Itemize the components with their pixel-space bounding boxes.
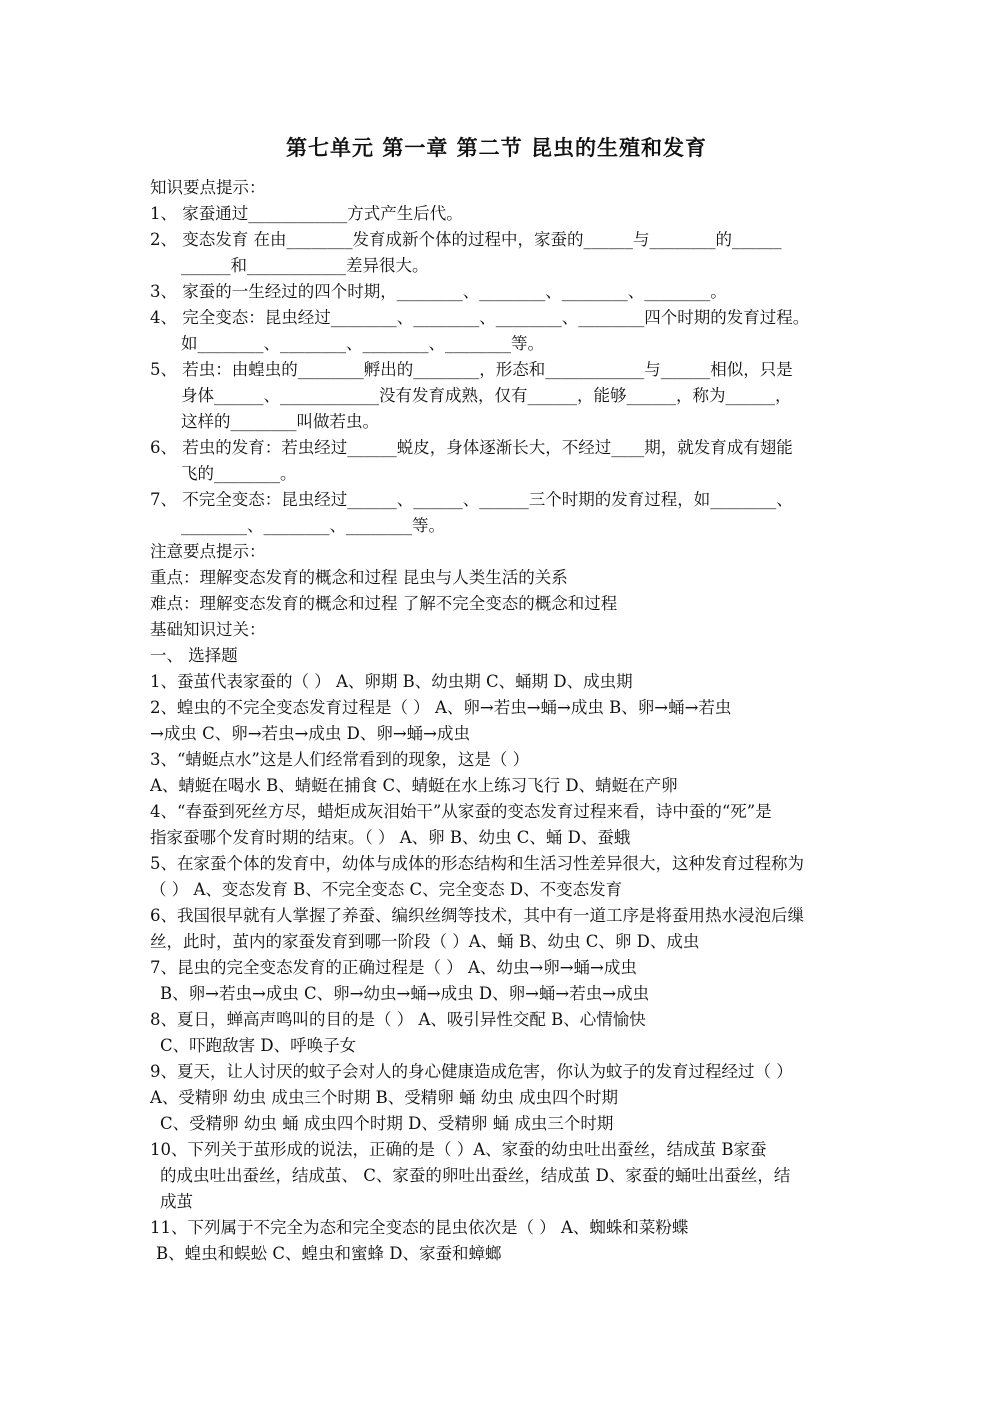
question-9-options-cd: C、受精卵 幼虫 蛹 成虫四个时期 D、受精卵 蛹 成虫三个时期 — [160, 1114, 614, 1133]
knowledge-item-6-cont: 飞的________。 — [181, 464, 297, 483]
question-3: 3、“蜻蜓点水”这是人们经常看到的现象，这是（ ） — [150, 750, 530, 769]
question-10-cont-2: 成茧 — [160, 1192, 193, 1211]
question-6-cont: 丝，此时，茧内的家蚕发育到哪一阶段（ ）A、蛹 B、幼虫 C、卵 D、成虫 — [150, 932, 700, 951]
knowledge-item-3: 3、 家蚕的一生经过的四个时期，________、________、________、________。 — [150, 282, 727, 301]
knowledge-item-4: 4、 完全变态：昆虫经过________、________、________、________四个时期的发育过程。 — [150, 308, 810, 327]
section-basics-heading: 基础知识过关： — [150, 620, 266, 639]
question-9: 9、夏天，让人讨厌的蚊子会对人的身心健康造成危害，你认为蚊子的发育过程经过（ ） — [150, 1062, 793, 1081]
page-title: 第七单元 第一章 第二节 昆虫的生殖和发育 — [286, 135, 707, 160]
question-2: 2、蝗虫的不完全变态发育过程是（ ） A、卵→若虫→蛹→成虫 B、卵→蛹→若虫 — [150, 698, 732, 717]
knowledge-item-5-cont-1: 身体______、____________没有发育成熟，仅有______，能够______，称为______， — [181, 386, 792, 405]
section-choice-heading: 一、 选择题 — [150, 646, 238, 665]
question-4-cont: 指家蚕哪个发育时期的结束。（ ） A、卵 B、幼虫 C、蛹 D、蚕蛾 — [150, 828, 631, 847]
notes-difficult-point: 难点：理解变态发育的概念和过程 了解不完全变态的概念和过程 — [150, 594, 618, 613]
question-5-cont: （ ） A、变态发育 B、不完全变态 C、完全变态 D、不变态发育 — [150, 880, 623, 899]
question-11: 11、下列属于不完全为态和完全变态的昆虫依次是（ ） A、蜘蛛和菜粉蝶 — [150, 1218, 689, 1237]
knowledge-item-7: 7、 不完全变态：昆虫经过______、______、______三个时期的发育过程，如________、 — [150, 490, 793, 509]
question-7-options: B、卵→若虫→成虫 C、卵→幼虫→蛹→成虫 D、卵→蛹→若虫→成虫 — [160, 984, 650, 1003]
question-6: 6、我国很早就有人掌握了养蚕、编织丝绸等技术，其中有一道工序是将蚕用热水浸泡后缫 — [150, 906, 804, 925]
knowledge-item-5-cont-2: 这样的________叫做若虫。 — [181, 412, 379, 431]
knowledge-item-2: 2、 变态发育 在由________发育成新个体的过程中，家蚕的______与________的______ — [150, 230, 782, 249]
question-3-options: A、蜻蜓在喝水 B、蜻蜓在捕食 C、蜻蜓在水上练习飞行 D、蜻蜓在产卵 — [150, 776, 678, 795]
question-9-options-ab: A、受精卵 幼虫 成虫三个时期 B、受精卵 蛹 幼虫 成虫四个时期 — [150, 1088, 619, 1107]
question-8-options: C、吓跑敌害 D、呼唤子女 — [160, 1036, 357, 1055]
question-5: 5、在家蚕个体的发育中，幼体与成体的形态结构和生活习性差异很大，这种发育过程称为 — [150, 854, 804, 873]
question-1: 1、蚕茧代表家蚕的（ ） A、卵期 B、幼虫期 C、蛹期 D、成虫期 — [150, 672, 633, 691]
question-7: 7、昆虫的完全变态发育的正确过程是（ ） A、幼虫→卵→蛹→成虫 — [150, 958, 637, 977]
knowledge-item-6: 6、 若虫的发育：若虫经过______蜕皮，身体逐渐长大，不经过____期，就发育成有翅能 — [150, 438, 793, 457]
question-10: 10、下列关于茧形成的说法，正确的是（ ）A、家蚕的幼虫吐出蚕丝，结成茧 B家蚕 — [150, 1140, 767, 1159]
section-knowledge-heading: 知识要点提示： — [150, 178, 266, 197]
knowledge-item-4-cont: 如________、________、________、________等。 — [181, 334, 544, 353]
section-notes-heading: 注意要点提示： — [150, 542, 266, 561]
question-11-options: B、蝗虫和蜈蚣 C、蝗虫和蜜蜂 D、家蚕和蟑螂 — [156, 1244, 502, 1263]
knowledge-item-7-cont: ________、________、________等。 — [181, 516, 445, 535]
knowledge-item-5: 5、 若虫：由蝗虫的________孵出的________，形态和____________与______相似，只是 — [150, 360, 793, 379]
knowledge-item-2-cont: ______和____________差异很大。 — [181, 256, 429, 275]
question-2-cont: →成虫 C、卵→若虫→成虫 D、卵→蛹→成虫 — [150, 724, 470, 743]
notes-key-point: 重点：理解变态发育的概念和过程 昆虫与人类生活的关系 — [150, 568, 568, 587]
question-4: 4、“春蚕到死丝方尽，蜡炬成灰泪始干”从家蚕的变态发育过程来看，诗中蚕的“死”是 — [150, 802, 772, 821]
question-10-cont-1: 的成虫吐出蚕丝，结成茧、 C、家蚕的卵吐出蚕丝，结成茧 D、家蚕的蛹吐出蚕丝，结 — [160, 1166, 791, 1185]
question-8: 8、夏日，蝉高声鸣叫的目的是（ ） A、吸引异性交配 B、心情愉快 — [150, 1010, 646, 1029]
knowledge-item-1: 1、 家蚕通过____________方式产生后代。 — [150, 204, 463, 223]
